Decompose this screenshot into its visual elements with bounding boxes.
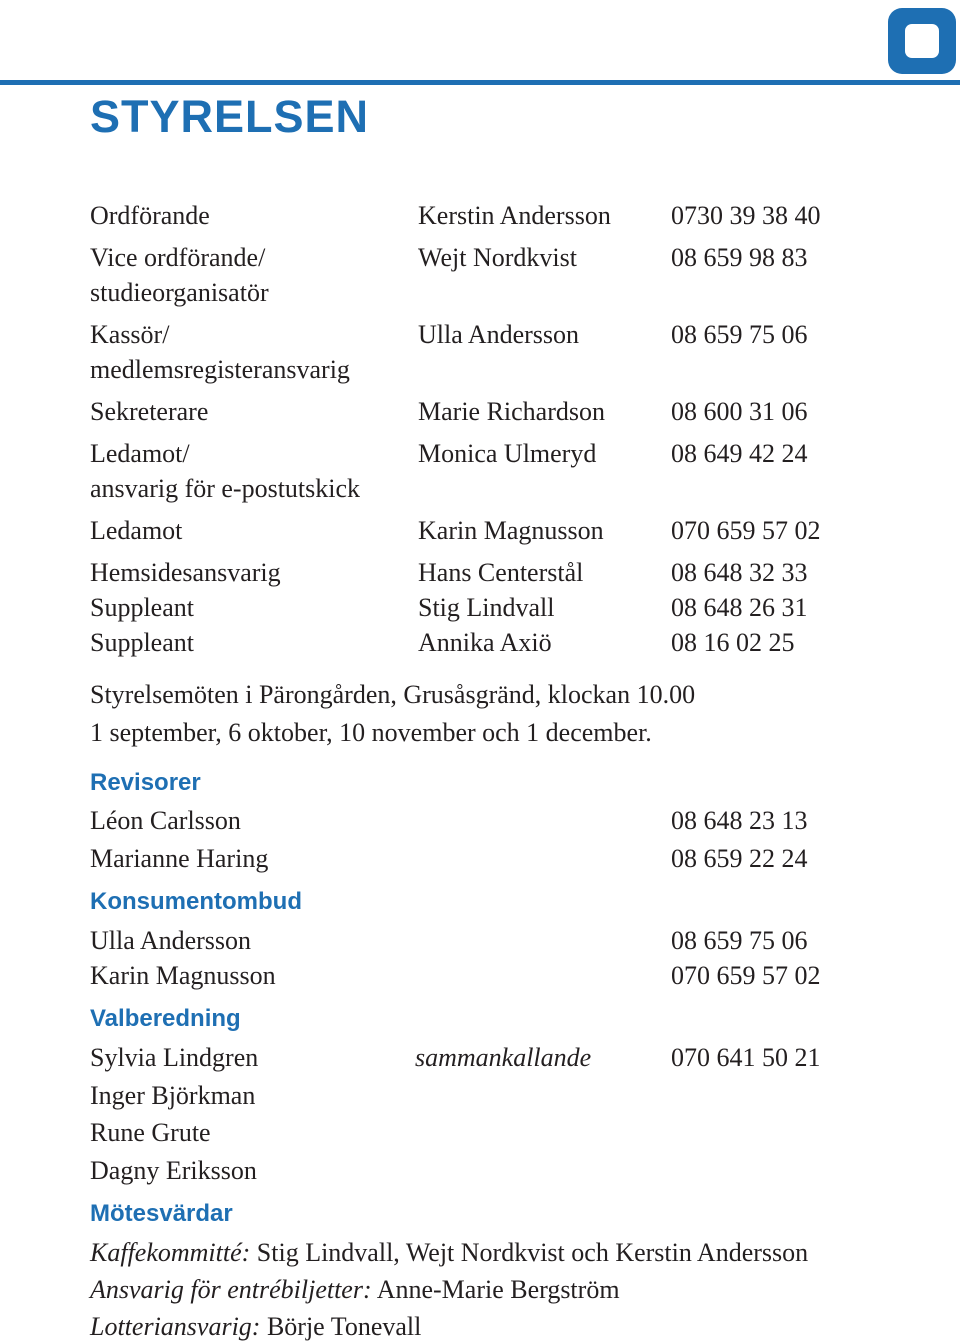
- board-name: Marie Richardson: [418, 397, 606, 426]
- board-role: Hemsidesansvarig: [90, 558, 281, 587]
- person-name: Inger Björkman: [90, 1081, 256, 1110]
- board-role: Ledamot: [90, 516, 183, 545]
- person-name: Sylvia Lindgren: [90, 1043, 259, 1072]
- board-role-continued: ansvarig för e-postutskick: [90, 474, 361, 503]
- host-line: [90, 1235, 808, 1270]
- board-name: Monica Ulmeryd: [418, 439, 597, 468]
- header-rule: [0, 80, 960, 85]
- meetings-dates: 1 september, 6 oktober, 10 november och 1 december.: [90, 718, 652, 747]
- board-role: Ordförande: [90, 201, 210, 230]
- board-role: Kassör/: [90, 320, 170, 349]
- board-phone: 08 16 02 25: [671, 628, 795, 657]
- person-phone: 08 648 23 13: [671, 806, 808, 835]
- board-name: Stig Lindvall: [418, 593, 555, 622]
- section-heading-konsumentombud: Konsumentombud: [90, 888, 302, 915]
- board-phone: 08 648 32 33: [671, 558, 808, 587]
- person-phone: 08 659 75 06: [671, 926, 808, 955]
- board-role: Suppleant: [90, 628, 194, 657]
- page-title: STYRELSEN: [90, 91, 370, 142]
- board-name: Ulla Andersson: [418, 320, 580, 349]
- person-name: Marianne Haring: [90, 844, 269, 873]
- host-value: Anne-Marie Bergström: [371, 1275, 620, 1304]
- board-phone: 08 659 98 83: [671, 243, 808, 272]
- person-phone: 070 659 57 02: [671, 961, 821, 990]
- host-label: Kaffekommitté:: [90, 1238, 251, 1267]
- host-value: Stig Lindvall, Wejt Nordkvist och Kerstin Andersson: [250, 1238, 809, 1267]
- meetings-location: Styrelsemöten i Pärongården, Grusåsgränd, klockan 10.00: [90, 680, 696, 709]
- host-line: [90, 1309, 421, 1344]
- board-name: Kerstin Andersson: [418, 201, 611, 230]
- host-value: Börje Tonevall: [260, 1312, 422, 1341]
- section-heading-motesvardar: Mötesvärdar: [90, 1200, 233, 1227]
- logo-icon: [888, 8, 956, 74]
- person-name: Karin Magnusson: [90, 961, 276, 990]
- board-name: Wejt Nordkvist: [418, 243, 577, 272]
- board-role: Ledamot/: [90, 439, 190, 468]
- board-phone: 08 648 26 31: [671, 593, 808, 622]
- person-name: Dagny Eriksson: [90, 1156, 257, 1185]
- board-phone: 070 659 57 02: [671, 516, 821, 545]
- board-role-continued: studieorganisatör: [90, 278, 269, 307]
- board-role: Suppleant: [90, 593, 194, 622]
- section-heading-revisorer: Revisorer: [90, 769, 201, 796]
- board-name: Annika Axiö: [418, 628, 552, 657]
- section-heading-valberedning: Valberedning: [90, 1005, 241, 1032]
- person-name: Rune Grute: [90, 1118, 211, 1147]
- host-label: Lotteriansvarig:: [90, 1312, 261, 1341]
- person-name: Léon Carlsson: [90, 806, 241, 835]
- board-role-continued: medlemsregisteransvarig: [90, 355, 350, 384]
- board-name: Hans Centerstål: [418, 558, 584, 587]
- person-phone: 08 659 22 24: [671, 844, 808, 873]
- board-phone: 0730 39 38 40: [671, 201, 821, 230]
- board-phone: 08 649 42 24: [671, 439, 808, 468]
- board-phone: 08 600 31 06: [671, 397, 808, 426]
- host-label: Ansvarig för entrébiljetter:: [90, 1275, 372, 1304]
- host-line: [90, 1272, 620, 1307]
- board-phone: 08 659 75 06: [671, 320, 808, 349]
- person-role-note: sammankallande: [415, 1043, 592, 1072]
- board-role: Vice ordförande/: [90, 243, 266, 272]
- board-role: Sekreterare: [90, 397, 209, 426]
- person-name: Ulla Andersson: [90, 926, 252, 955]
- person-phone: 070 641 50 21: [671, 1043, 821, 1072]
- board-name: Karin Magnusson: [418, 516, 604, 545]
